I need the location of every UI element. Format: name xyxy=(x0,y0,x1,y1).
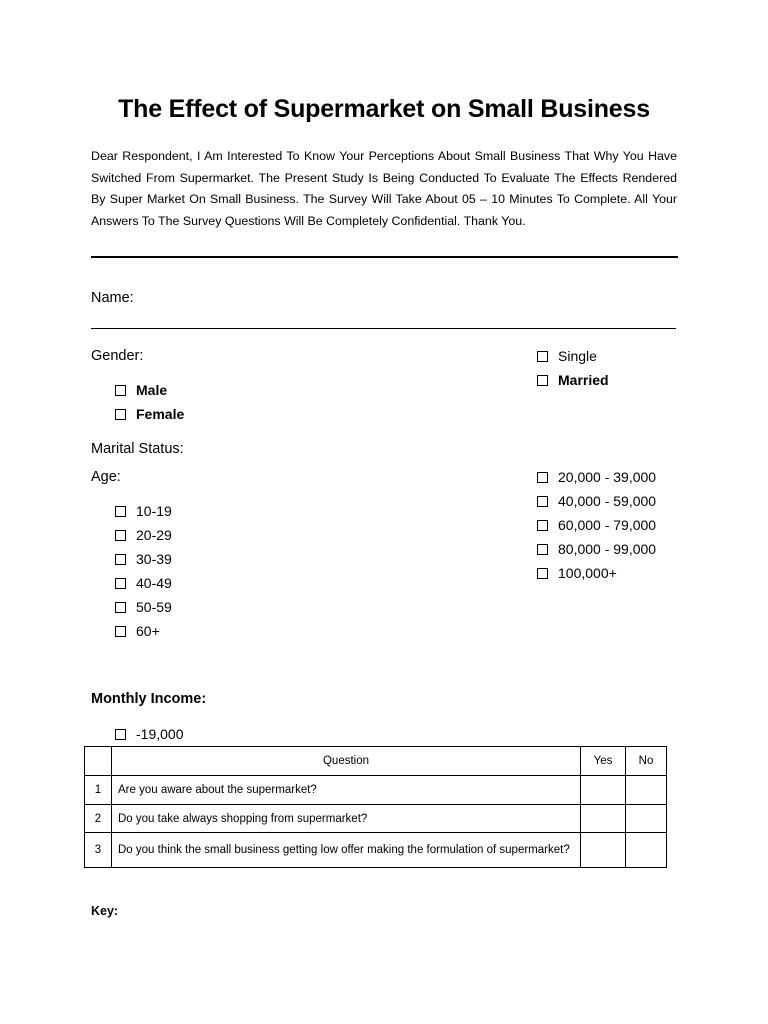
option-label: 20-29 xyxy=(136,527,172,543)
no-cell[interactable] xyxy=(626,776,667,805)
row-number: 1 xyxy=(85,776,112,805)
option-label: Male xyxy=(136,382,168,398)
monthly-income-label: Monthly Income: xyxy=(91,691,207,707)
table-row xyxy=(85,833,667,868)
marital-status-label: Marital Status: xyxy=(91,441,184,457)
table-header-row xyxy=(85,747,667,776)
gender-options xyxy=(115,378,184,426)
age-label: Age: xyxy=(91,469,121,485)
option-label: 60,000 - 79,000 xyxy=(558,517,657,533)
option-label: Female xyxy=(136,406,185,422)
question-table xyxy=(84,746,667,868)
option-label: 40-49 xyxy=(136,575,172,591)
row-number: 3 xyxy=(85,833,112,868)
name-input-line[interactable] xyxy=(91,328,676,329)
gender-option-male[interactable] xyxy=(115,378,184,402)
checkbox-icon[interactable] xyxy=(115,626,126,637)
row-question: Do you think the small business getting low offer making the formulation of supermarket? xyxy=(112,833,581,868)
option-label: 10-19 xyxy=(136,503,172,519)
header-num xyxy=(85,747,112,776)
income-option[interactable] xyxy=(537,489,656,513)
gender-label: Gender: xyxy=(91,348,144,364)
intro-paragraph: Dear Respondent, I Am Interested To Know Your Perceptions About Small Business That Why You Have Switched From Supermarket. The Present Study Is Being Conducted To Evaluate The Effects Rendered By Super Market On Small Business. The Survey Will Take About 05 – 10 Minutes To Complete. All Your Answers To The Survey Questions Will Be Completely Confidential. Thank You. xyxy=(91,149,677,228)
age-option[interactable] xyxy=(115,523,172,547)
option-label: 20,000 - 39,000 xyxy=(558,469,657,485)
checkbox-icon[interactable] xyxy=(537,520,548,531)
age-option[interactable] xyxy=(115,499,172,523)
checkbox-icon[interactable] xyxy=(115,729,126,740)
checkbox-icon[interactable] xyxy=(537,375,548,386)
option-label: 30-39 xyxy=(136,551,172,567)
row-question: Do you take always shopping from supermarket? xyxy=(112,805,581,833)
header-question: Question xyxy=(112,747,581,776)
income-option[interactable] xyxy=(115,722,183,746)
income-option[interactable] xyxy=(537,561,656,585)
checkbox-icon[interactable] xyxy=(115,530,126,541)
row-number: 2 xyxy=(85,805,112,833)
option-label: Single xyxy=(558,348,597,364)
age-option[interactable] xyxy=(115,595,172,619)
option-label: 80,000 - 99,000 xyxy=(558,541,657,557)
age-options xyxy=(115,499,172,643)
checkbox-icon[interactable] xyxy=(537,544,548,555)
age-option[interactable] xyxy=(115,619,172,643)
checkbox-icon[interactable] xyxy=(115,602,126,613)
marital-options xyxy=(537,344,609,392)
income-first-option-wrap xyxy=(115,722,183,746)
yes-cell[interactable] xyxy=(581,805,626,833)
checkbox-icon[interactable] xyxy=(537,351,548,362)
income-option[interactable] xyxy=(537,465,656,489)
yes-cell[interactable] xyxy=(581,833,626,868)
row-question: Are you aware about the supermarket? xyxy=(112,776,581,805)
page-title: The Effect of Supermarket on Small Business xyxy=(118,95,650,123)
marital-option-single[interactable] xyxy=(537,344,609,368)
option-label: 50-59 xyxy=(136,599,172,615)
table-row xyxy=(85,805,667,833)
checkbox-icon[interactable] xyxy=(537,568,548,579)
income-option[interactable] xyxy=(537,513,656,537)
option-label: -19,000 xyxy=(136,726,184,742)
option-label: 40,000 - 59,000 xyxy=(558,493,657,509)
option-label: Married xyxy=(558,372,609,388)
header-yes: Yes xyxy=(581,747,626,776)
age-option[interactable] xyxy=(115,571,172,595)
table-row xyxy=(85,776,667,805)
age-option[interactable] xyxy=(115,547,172,571)
checkbox-icon[interactable] xyxy=(115,554,126,565)
key-label: Key: xyxy=(91,904,119,918)
checkbox-icon[interactable] xyxy=(115,506,126,517)
no-cell[interactable] xyxy=(626,833,667,868)
marital-option-married[interactable] xyxy=(537,368,609,392)
no-cell[interactable] xyxy=(626,805,667,833)
checkbox-icon[interactable] xyxy=(115,578,126,589)
section-divider xyxy=(91,256,678,258)
checkbox-icon[interactable] xyxy=(537,472,548,483)
option-label: 60+ xyxy=(136,623,160,639)
gender-option-female[interactable] xyxy=(115,402,184,426)
yes-cell[interactable] xyxy=(581,776,626,805)
income-option[interactable] xyxy=(537,537,656,561)
checkbox-icon[interactable] xyxy=(115,409,126,420)
header-no: No xyxy=(626,747,667,776)
income-options xyxy=(537,465,656,585)
option-label: 100,000+ xyxy=(558,565,617,581)
checkbox-icon[interactable] xyxy=(537,496,548,507)
name-label: Name: xyxy=(91,290,134,306)
checkbox-icon[interactable] xyxy=(115,385,126,396)
